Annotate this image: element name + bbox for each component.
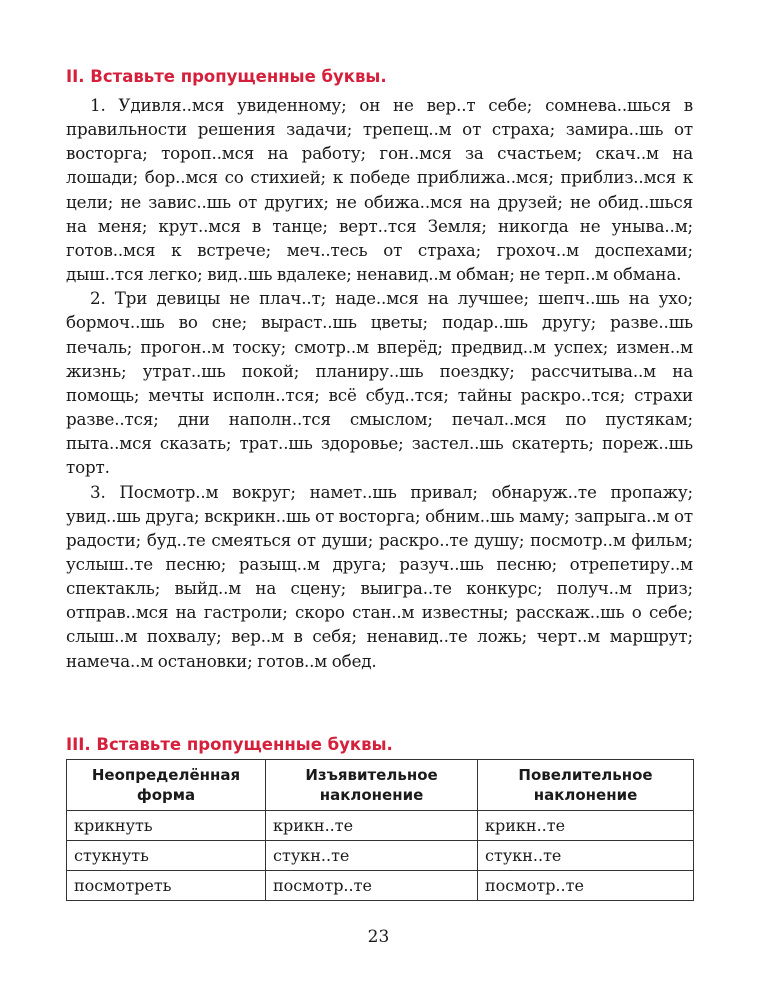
- table-cell: посмотр..те: [478, 871, 694, 901]
- table-cell: посмотреть: [67, 871, 266, 901]
- exercise-paragraph-3: 3. Посмотр..м вокруг; намет..шь привал; обнаруж..те пропажу; увид..шь друга; вскрикн..шь от восторга; обним..шь маму; запрыга..м от радости; буд..те смеяться от души; раскро..те душу; посмотр..м фильм; услыш..те песню; разыщ..м друга; разуч..шь песню; отрепетиру..м спектакль; выйд..м на сцену; выигра..те конкурс; получ..м приз; отправ..мся на гастроли; скоро стан..м известны; расскаж..шь о себе; слыш..м похвалу; вер..м в себя; ненавид..те ложь; черт..м маршрут; намеча..м остановки; готов..м обед.: [66, 481, 693, 671]
- table-header-infinitive: Неопределённая форма: [67, 760, 266, 811]
- section-2-body: [66, 93, 693, 673]
- table-cell: стукн..те: [266, 841, 478, 871]
- table-cell: стукнуть: [67, 841, 266, 871]
- table-cell: крикн..те: [266, 811, 478, 841]
- table-row: [67, 841, 694, 871]
- page-number: 23: [367, 927, 390, 947]
- section-3-heading: III. Вставьте пропущенные буквы.: [66, 735, 393, 754]
- exercise-paragraph-1: 1. Удивля..мся увиденному; он не вер..т себе; сомнева..шься в правильности решения задачи; трепещ..м от страха; замира..шь от восторга; тороп..мся на работу; гон..мся за счастьем; скач..м на лошади; бор..мся со стихией; к победе приближа..мся; приблиз..мся к цели; не завис..шь от других; не обижа..мся на друзей; не обид..шься на меня; крут..мся в танце; верт..тся Земля; никогда не унывa..м; готов..мся к встрече; меч..тесь от страха; грохоч..м доспехами; дыш..тся легко; вид..шь вдалеке; ненавид..м обман; не терп..м обмана.: [66, 95, 693, 285]
- table-cell: стукн..те: [478, 841, 694, 871]
- table-row: [67, 871, 694, 901]
- table-header-imperative: Повелительное наклонение: [478, 760, 694, 811]
- section-2-heading: II. Вставьте пропущенные буквы.: [66, 67, 387, 86]
- table-cell: крикнуть: [67, 811, 266, 841]
- verb-mood-table: [66, 759, 694, 901]
- exercise-paragraph-2: 2. Три девицы не плач..т; наде..мся на лучшее; шепч..шь на ухо; бормоч..шь во сне; выраст..шь цветы; подар..шь другу; разве..шь печаль; прогон..м тоску; смотр..м вперёд; предвид..м успех; измен..м жизнь; утрат..шь покой; планиру..шь поездку; рассчитыва..м на помощь; мечты исполн..тся; всё сбуд..тся; тайны раскро..тся; страхи разве..тся; дни наполн..тся смыслом; печал..мся по пустякам; пыта..мся сказать; трат..шь здоровье; застел..шь скатерть; пореж..шь торт.: [66, 288, 693, 478]
- table-header-row: [67, 760, 694, 811]
- table-header-indicative: Изъявительное наклонение: [266, 760, 478, 811]
- table-row: [67, 811, 694, 841]
- table-cell: посмотр..те: [266, 871, 478, 901]
- table-cell: крикн..те: [478, 811, 694, 841]
